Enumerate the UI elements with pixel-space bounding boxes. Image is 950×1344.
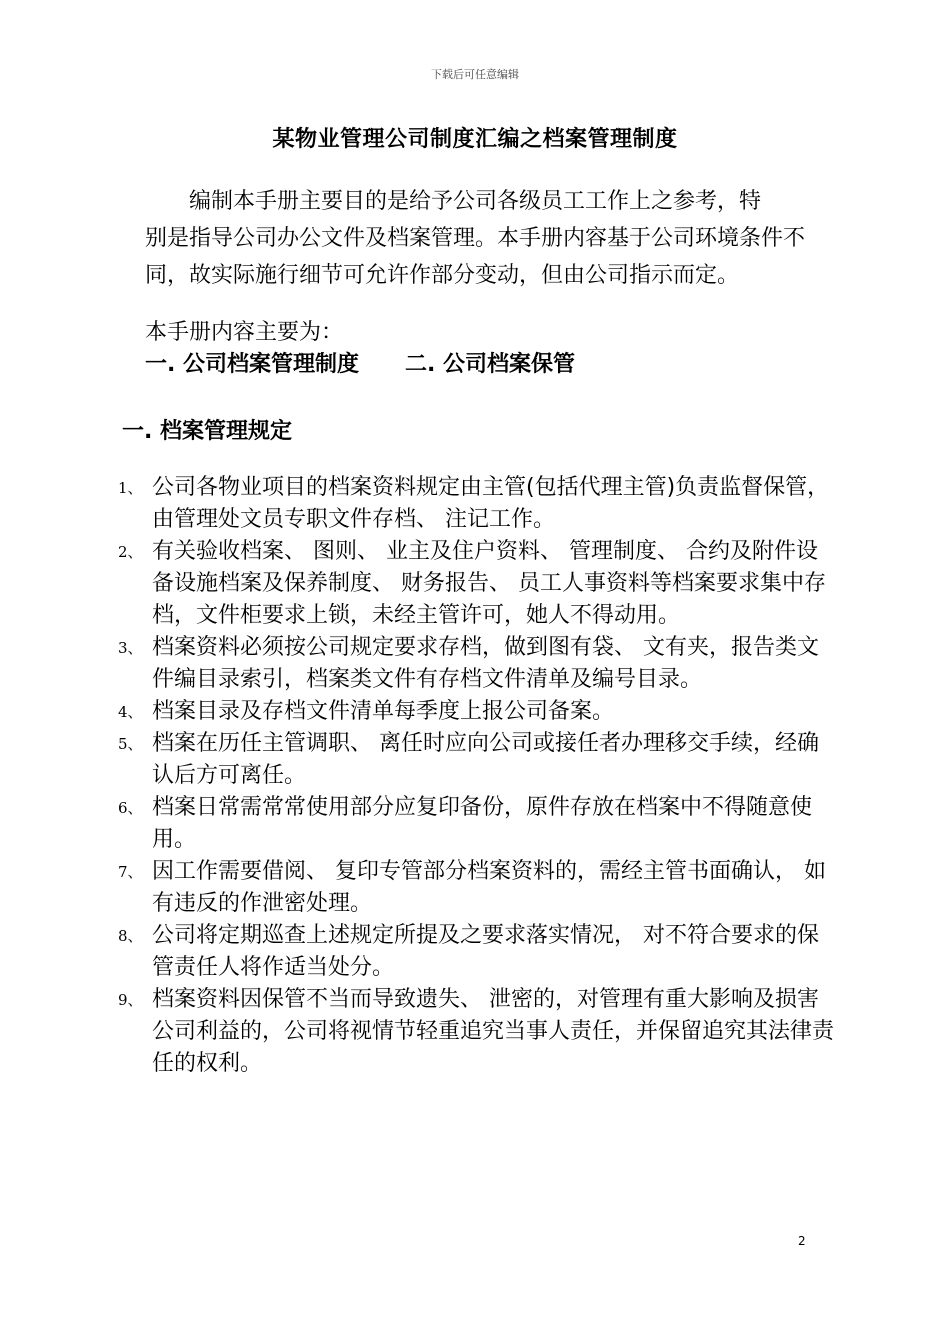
rule-text: 档案资料因保管不当而导致遗失、 泄密的，对管理有重大影响及损害公司利益的，公司将视情节轻重追究当事人责任，并保留追究其法律责任的权利。 — [152, 987, 835, 1076]
intro-paragraph — [145, 183, 825, 294]
rule-item — [118, 920, 838, 984]
rule-number: 4、 — [118, 703, 143, 721]
rule-text: 档案目录及存档文件清单每季度上报公司备案。 — [152, 699, 615, 724]
rule-number: 5、 — [118, 735, 143, 753]
rule-item — [118, 792, 838, 856]
section-heading: 一. 档案管理规定 — [122, 419, 293, 444]
rule-item — [118, 632, 838, 696]
rule-number: 9、 — [118, 991, 143, 1009]
rule-item — [118, 536, 838, 632]
contents-item: 二. 公司档案保管 — [405, 352, 576, 377]
rule-text: 公司将定期巡查上述规定所提及之要求落实情况， 对不符合要求的保管责任人将作适当处分。 — [152, 923, 819, 980]
contents-item: 一. 公司档案管理制度 — [145, 352, 360, 377]
rule-item — [118, 984, 838, 1080]
rule-item — [118, 856, 838, 920]
page-number: 2 — [798, 1234, 806, 1248]
header-note: 下载后可任意编辑 — [431, 68, 519, 81]
rule-text: 有关验收档案、 图则、 业主及住户资料、 管理制度、 合约及附件设备设施档案及保养制度、 财务报告、 员工人事资料等档案要求集中存档，文件柜要求上锁，未经主管许可，她人不得动用。 — [152, 539, 826, 628]
rule-number: 6、 — [118, 799, 143, 817]
rule-number: 7、 — [118, 863, 143, 881]
rule-number: 1、 — [118, 479, 143, 497]
rule-item — [118, 728, 838, 792]
contents-items — [145, 347, 575, 378]
document-title: 某物业管理公司制度汇编之档案管理制度 — [272, 127, 678, 152]
rule-number: 8、 — [118, 927, 143, 945]
rule-item — [118, 472, 838, 536]
rule-text: 档案在历任主管调职、 离任时应向公司或接任者办理移交手续，经确认后方可离任。 — [152, 731, 819, 788]
intro-rest: 别是指导公司办公文件及档案管理。本手册内容基于公司环境条件不同，故实际施行细节可允许作部分变动，但由公司指示而定。 — [145, 226, 806, 288]
contents-label: 本手册内容主要为： — [145, 320, 344, 345]
intro-first-line: 编制本手册主要目的是给予公司各级员工工作上之参考，特 — [189, 189, 762, 214]
rule-text: 因工作需要借阅、 复印专管部分档案资料的，需经主管书面确认， 如有违反的作泄密处理。 — [152, 859, 826, 916]
rule-number: 3、 — [118, 639, 143, 657]
rule-item — [118, 696, 838, 728]
rule-text: 公司各物业项目的档案资料规定由主管(包括代理主管)负责监督保管，由管理处文员专职文件存档、 注记工作。 — [152, 475, 830, 532]
rule-text: 档案日常需常常使用部分应复印备份，原件存放在档案中不得随意使用。 — [152, 795, 813, 852]
rule-number: 2、 — [118, 543, 143, 561]
rules-list — [118, 472, 838, 1080]
rule-text: 档案资料必须按公司规定要求存档，做到图有袋、 文有夹，报告类文件编目录索引，档案类文件有存档文件清单及编号目录。 — [152, 635, 819, 692]
